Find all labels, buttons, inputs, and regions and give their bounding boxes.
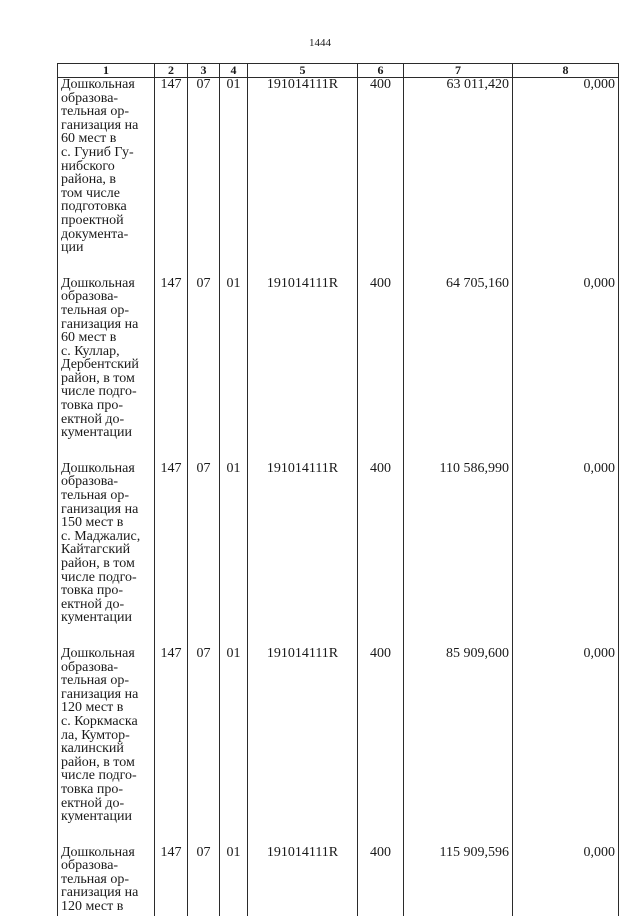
column-header-6: 6 — [358, 64, 404, 78]
name-line: район, в том — [61, 754, 135, 770]
cell-code-3: 07 — [188, 846, 220, 916]
cell-amount-8: 0,000 — [513, 846, 619, 916]
name-line: с. Гуниб Гу- — [61, 144, 134, 160]
name-line: Дошкольная — [61, 275, 135, 291]
name-line: тельная ор- — [61, 302, 130, 318]
cell-code-4: 01 — [220, 846, 248, 916]
name-line: ганизация на — [61, 501, 139, 517]
name-line: ганизация на — [61, 117, 139, 133]
name-line: подготовка — [61, 199, 127, 215]
cell-code-2: 147 — [155, 462, 188, 647]
cell-code-3: 07 — [188, 647, 220, 846]
name-line: Дошкольная — [61, 844, 135, 860]
table-row — [58, 647, 619, 846]
column-header-4: 4 — [220, 64, 248, 78]
name-line: товка про- — [61, 398, 124, 414]
name-line: калинский — [61, 741, 124, 757]
column-header-7: 7 — [404, 64, 513, 78]
name-line: ектной до- — [61, 795, 125, 811]
name-line: кументации — [61, 809, 132, 825]
name-line: ла, Кумтор- — [61, 727, 130, 743]
name-line: тельная ор- — [61, 488, 130, 504]
cell-code-4: 01 — [220, 647, 248, 846]
cell-code-5: 191014111R — [248, 277, 358, 462]
cell-code-2: 147 — [155, 277, 188, 462]
name-line: район, в том — [61, 370, 135, 386]
cell-amount-7: 115 909,596 — [404, 846, 513, 916]
name-line: район, в том — [61, 556, 135, 571]
column-header-1: 1 — [58, 64, 155, 78]
name-line: образова- — [61, 858, 119, 874]
header-row — [58, 64, 619, 78]
cell-amount-7: 110 586,990 — [404, 462, 513, 647]
name-line: кументации — [61, 610, 132, 626]
name-line: тельная ор- — [61, 104, 130, 120]
name-line: проектной — [61, 212, 124, 228]
cell-name — [58, 78, 155, 277]
cell-code-5: 191014111R — [248, 647, 358, 846]
name-line: образова- — [61, 90, 119, 106]
name-line: ганизация на — [61, 316, 139, 332]
cell-name — [58, 846, 155, 916]
name-line: 60 мест в — [61, 330, 117, 346]
cell-amount-8: 0,000 — [513, 78, 619, 277]
column-header-8: 8 — [513, 64, 619, 78]
cell-code-5: 191014111R — [248, 462, 358, 647]
name-line: ектной до- — [61, 596, 125, 612]
cell-name — [58, 277, 155, 462]
name-line: Дошкольная — [61, 460, 135, 476]
name-line: 120 мест в — [61, 700, 124, 716]
name-line: документа- — [61, 226, 129, 242]
name-line: Дошкольная — [61, 77, 135, 92]
name-line: тельная ор- — [61, 871, 130, 887]
name-line: товка про- — [61, 781, 124, 797]
cell-code-2: 147 — [155, 846, 188, 916]
name-line: тельная ор- — [61, 673, 130, 689]
cell-code-6: 400 — [358, 78, 404, 277]
column-header-3: 3 — [188, 64, 220, 78]
cell-code-6: 400 — [358, 462, 404, 647]
name-line: Кайтагский — [61, 542, 131, 558]
page-number: 1444 — [309, 37, 331, 49]
cell-code-4: 01 — [220, 462, 248, 647]
cell-code-2: 147 — [155, 647, 188, 846]
table-row — [58, 846, 619, 916]
cell-amount-8: 0,000 — [513, 647, 619, 846]
column-header-5: 5 — [248, 64, 358, 78]
name-line: числе подго- — [61, 768, 137, 784]
cell-code-5: 191014111R — [248, 846, 358, 916]
name-line: с. Коркмаска — [61, 713, 138, 729]
name-line: ганизация на — [61, 686, 139, 702]
name-line: с. Куллар, — [61, 343, 120, 359]
cell-code-2: 147 — [155, 78, 188, 277]
name-line: образова- — [61, 659, 119, 675]
name-line: 150 мест в — [61, 515, 124, 531]
name-line: товка про- — [61, 583, 124, 599]
table-row — [58, 462, 619, 647]
cell-code-3: 07 — [188, 78, 220, 277]
name-line: нибского — [61, 158, 115, 174]
cell-code-3: 07 — [188, 277, 220, 462]
cell-code-5: 191014111R — [248, 78, 358, 277]
name-line: с. Маджалис, — [61, 528, 141, 544]
name-line: ции — [61, 240, 84, 256]
table-body — [58, 78, 619, 916]
name-line: ганизация на — [61, 885, 139, 901]
cell-amount-7: 63 011,420 — [404, 78, 513, 277]
table-row — [58, 277, 619, 462]
cell-amount-7: 64 705,160 — [404, 277, 513, 462]
cell-code-3: 07 — [188, 462, 220, 647]
cell-amount-8: 0,000 — [513, 277, 619, 462]
name-line: том числе — [61, 185, 120, 201]
name-line: числе подго- — [61, 384, 137, 400]
cell-amount-8: 0,000 — [513, 462, 619, 647]
name-line: ектной до- — [61, 411, 125, 427]
name-line: Дербентский — [61, 357, 139, 373]
name-line: 120 мест в — [61, 899, 124, 915]
name-line: кументации — [61, 425, 132, 441]
name-line: района, в — [61, 172, 117, 188]
cell-name — [58, 462, 155, 647]
budget-table — [57, 63, 619, 916]
cell-amount-7: 85 909,600 — [404, 647, 513, 846]
name-line: образова- — [61, 474, 119, 490]
cell-code-6: 400 — [358, 846, 404, 916]
cell-code-6: 400 — [358, 647, 404, 846]
column-header-2: 2 — [155, 64, 188, 78]
table-row — [58, 78, 619, 277]
cell-name — [58, 647, 155, 846]
name-line: 60 мест в — [61, 131, 117, 147]
name-line: числе подго- — [61, 569, 137, 585]
cell-code-4: 01 — [220, 277, 248, 462]
name-line: образова- — [61, 289, 119, 305]
name-line: Дошкольная — [61, 645, 135, 661]
cell-code-4: 01 — [220, 78, 248, 277]
cell-code-6: 400 — [358, 277, 404, 462]
